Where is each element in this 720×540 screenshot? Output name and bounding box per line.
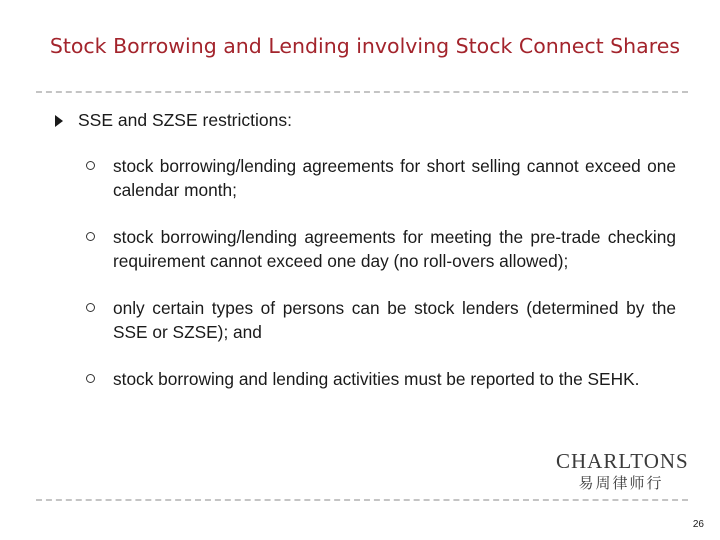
list-item-text: stock borrowing/lending agreements for meeting the pre-trade checking requirement cannot exceed one day (no roll-overs allowed); bbox=[113, 227, 676, 271]
list-item bbox=[86, 367, 676, 391]
page-number: 26 bbox=[692, 519, 704, 530]
circle-bullet-icon bbox=[86, 232, 95, 241]
list-item-text: only certain types of persons can be stock lenders (determined by the SSE or SZSE); and bbox=[113, 298, 676, 342]
logo-chinese-name: 易周律师行 bbox=[578, 474, 664, 492]
triangle-bullet-icon bbox=[55, 115, 63, 127]
circle-bullet-icon bbox=[86, 374, 95, 383]
circle-bullet-icon bbox=[86, 303, 95, 312]
list-item bbox=[86, 154, 676, 202]
list-item-text: stock borrowing/lending agreements for short selling cannot exceed one calendar month; bbox=[113, 156, 676, 200]
list-item-text: stock borrowing and lending activities must be reported to the SEHK. bbox=[113, 369, 640, 389]
title-divider bbox=[36, 91, 688, 93]
intro-text: SSE and SZSE restrictions: bbox=[78, 110, 292, 130]
circle-bullet-icon bbox=[86, 161, 95, 170]
list-item bbox=[86, 225, 676, 273]
logo-name: CHARLTONS bbox=[556, 449, 689, 473]
list-item bbox=[86, 296, 676, 344]
charltons-logo bbox=[556, 449, 689, 495]
slide-title: Stock Borrowing and Lending involving Stock Connect Shares bbox=[49, 34, 680, 58]
footer-divider bbox=[36, 499, 688, 501]
